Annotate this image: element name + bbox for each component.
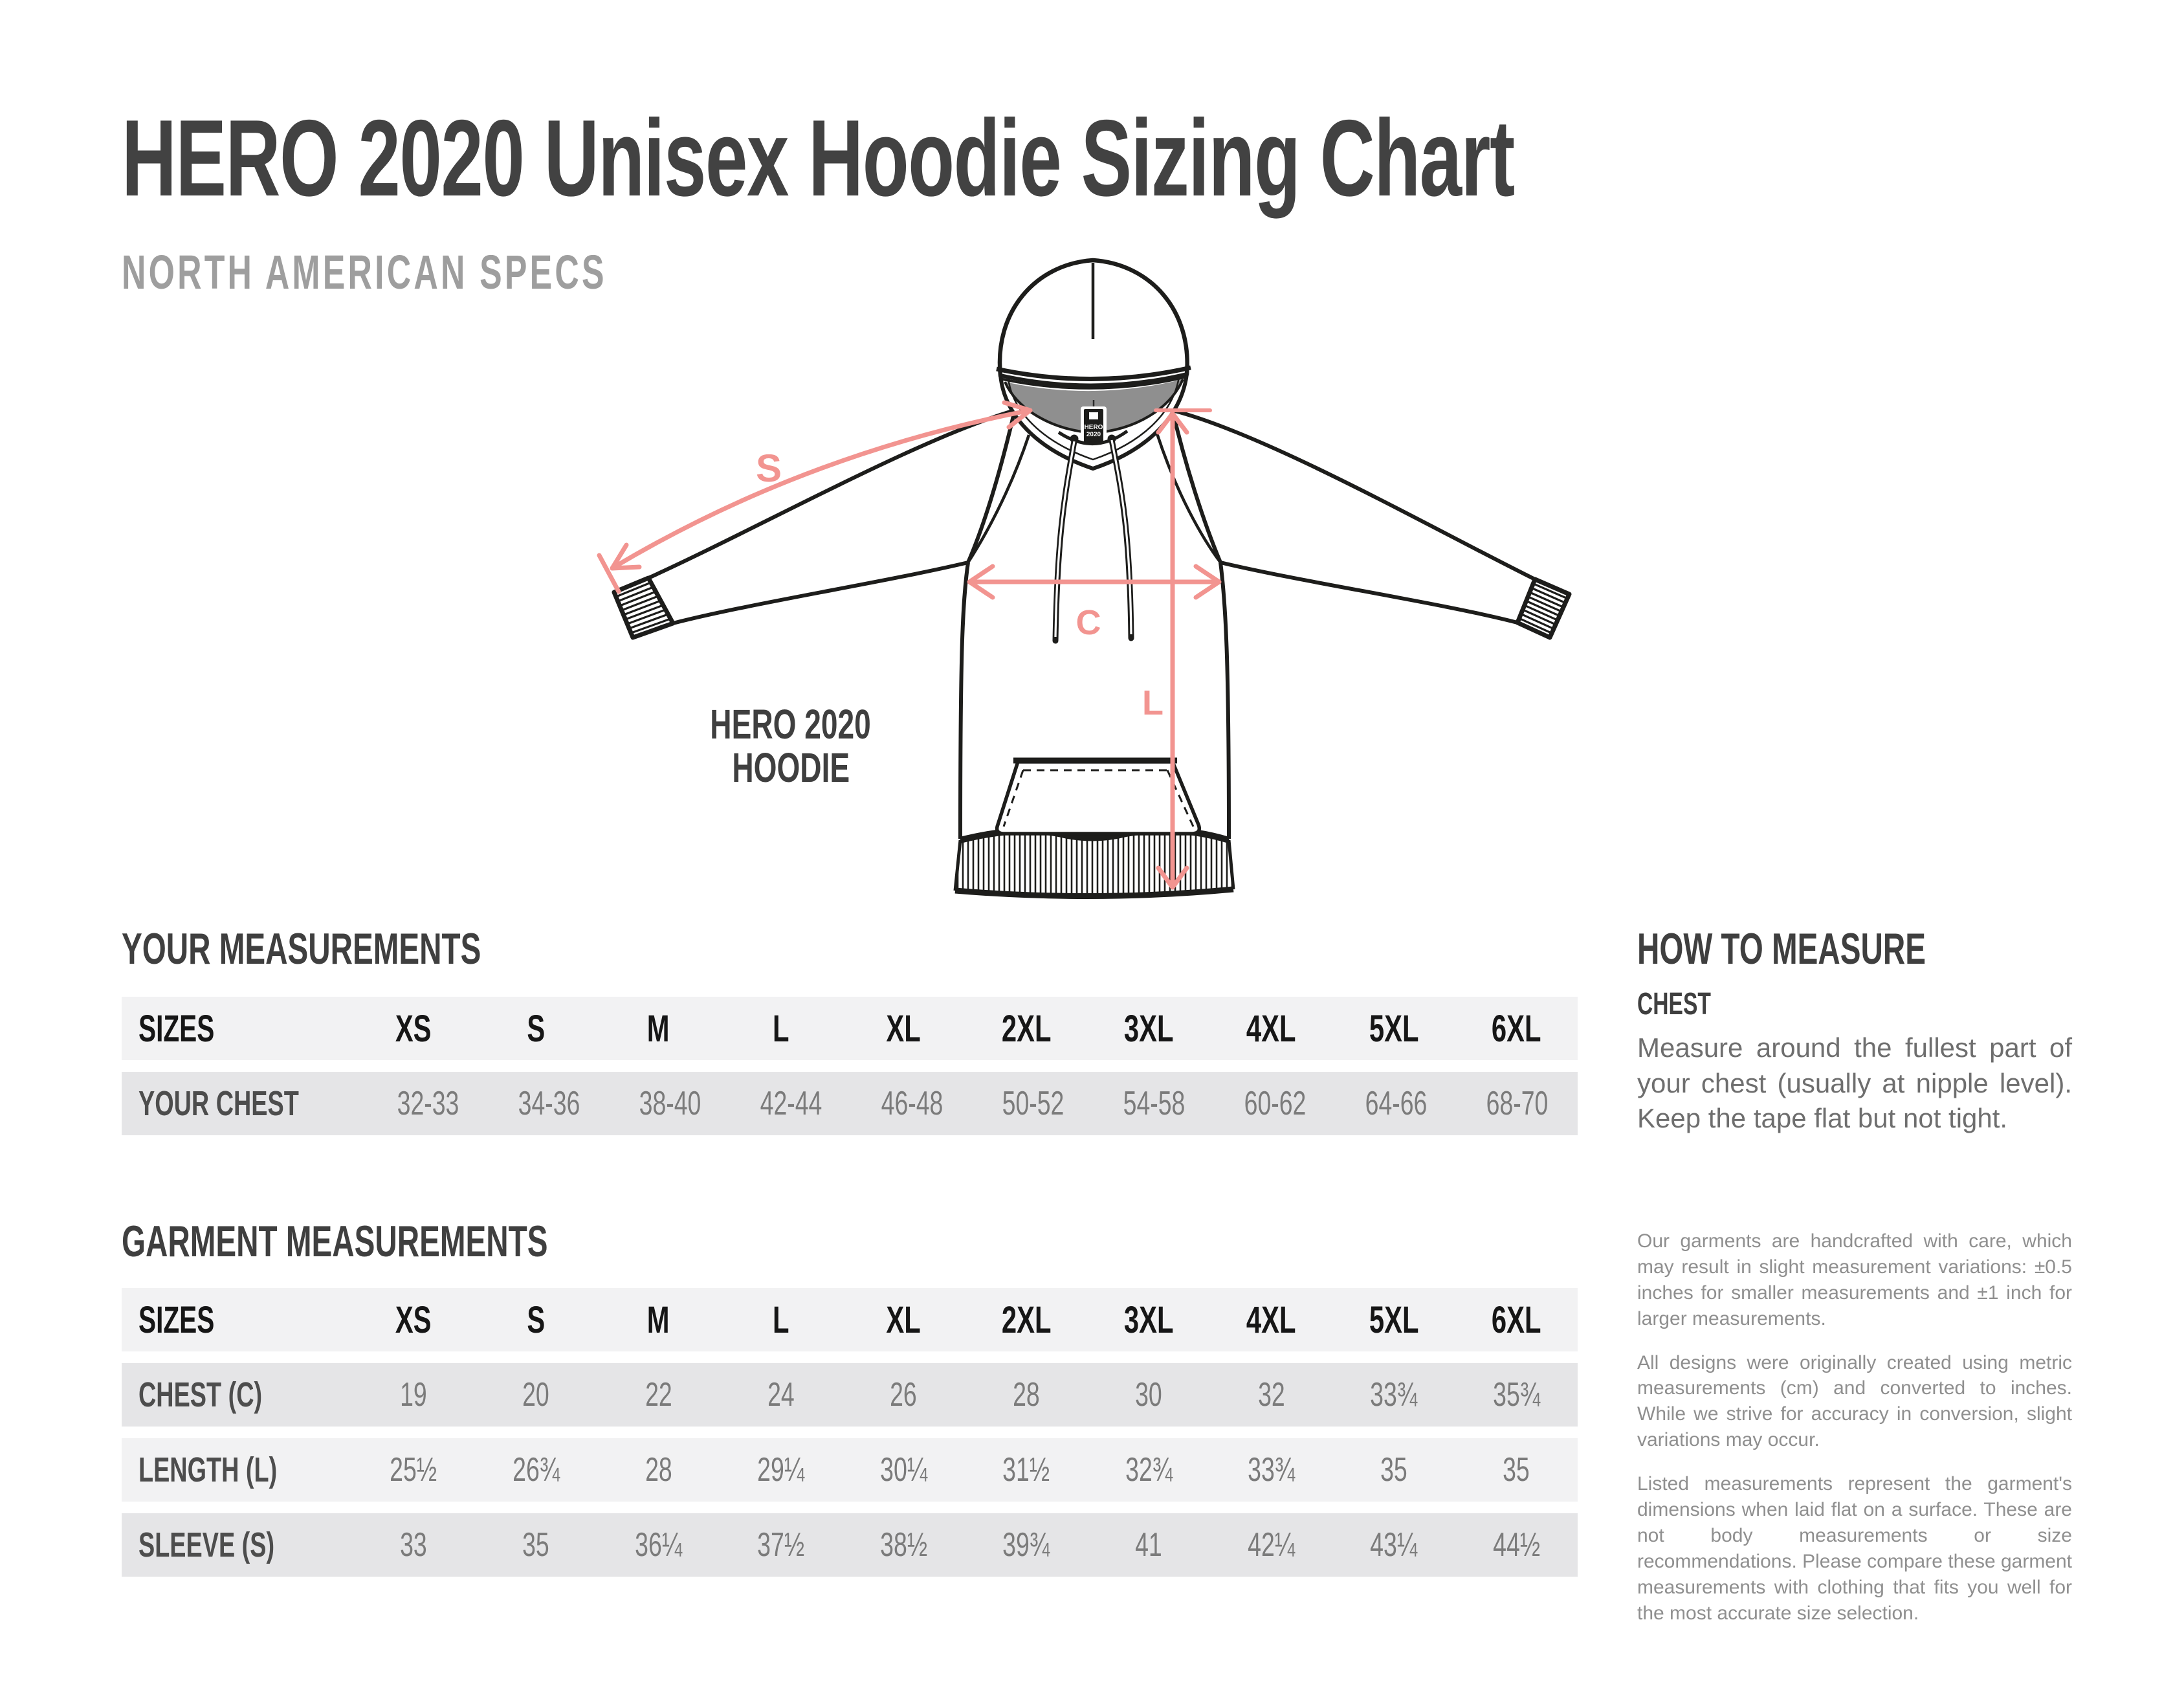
column-header-sizes: SIZES — [138, 1298, 215, 1341]
diagram-caption — [655, 703, 927, 790]
note-paragraph: All designs were originally created using metric measurements (cm) and converted to inches. While we strive for accuracy in conversion, slight variations may occur. — [1637, 1351, 2072, 1451]
cell-value: 31½ — [1002, 1451, 1050, 1489]
cell-value: 32 — [1257, 1376, 1285, 1414]
cell-value: 64-66 — [1365, 1085, 1428, 1122]
cell-value: 43¼ — [1370, 1526, 1418, 1564]
column-header: XS — [395, 1007, 432, 1050]
page-subtitle-text: NORTH AMERICAN SPECS — [122, 245, 607, 299]
page-title — [122, 97, 2111, 219]
right-sleeve — [1173, 410, 1535, 623]
cell-value: 29¼ — [757, 1451, 805, 1489]
cell-value: 32¾ — [1125, 1451, 1173, 1489]
column-header: 4XL — [1246, 1007, 1296, 1050]
column-header: S — [527, 1007, 546, 1050]
column-header: XL — [886, 1298, 921, 1341]
column-header-sizes: SIZES — [138, 1007, 215, 1050]
cell-value: 33¾ — [1370, 1376, 1418, 1414]
cell-value: 30¼ — [879, 1451, 927, 1489]
column-header: 6XL — [1492, 1298, 1541, 1341]
cell-value: 32-33 — [397, 1085, 459, 1122]
neck-label-logo — [1089, 412, 1098, 419]
cell-value: 42-44 — [760, 1085, 822, 1122]
note-paragraph: Listed measurements represent the garment's dimensions when laid flat on a surface. These are not body measurements or size recommendations. Please compare these garment measurements with clothing that fits you well for the most accurate size selection. — [1637, 1473, 2073, 1624]
cell-value: 20 — [522, 1376, 549, 1414]
cell-value: 19 — [399, 1376, 427, 1414]
how-to-measure-subheading: CHEST — [1637, 987, 1711, 1021]
kangaroo-pocket — [997, 761, 1200, 834]
cell-value: 44½ — [1492, 1526, 1540, 1564]
cell-value: 35 — [522, 1526, 549, 1564]
dim-label-chest: C — [1075, 603, 1101, 642]
cell-value: 30 — [1135, 1376, 1162, 1414]
diagram-caption-line1: HERO 2020 — [710, 701, 872, 748]
cell-value: 36¼ — [635, 1526, 682, 1564]
column-header: S — [527, 1298, 546, 1341]
hoodie-diagram — [582, 241, 1592, 927]
table-row-sleeve — [122, 1513, 1578, 1577]
garment-measurements-heading: GARMENT MEASUREMENTS — [122, 1217, 548, 1266]
column-header: 4XL — [1246, 1298, 1296, 1341]
row-label: LENGTH (L) — [138, 1450, 278, 1489]
disclaimer-notes — [1637, 1228, 2072, 1644]
cell-value: 33 — [399, 1526, 427, 1564]
column-header: XL — [886, 1007, 921, 1050]
cell-value: 26 — [890, 1376, 918, 1414]
cell-value: 46-48 — [881, 1085, 943, 1122]
cell-value: 22 — [645, 1376, 672, 1414]
table-row-length — [122, 1438, 1578, 1502]
neck-label-text-2: 2020 — [1086, 431, 1101, 438]
how-to-measure-body: Measure around the fullest part of your chest (usually at nipple level). Keep the tape flat but not tight. — [1637, 1032, 2072, 1134]
cell-value: 35 — [1503, 1451, 1530, 1489]
cell-value: 33¾ — [1248, 1451, 1295, 1489]
row-label: CHEST (C) — [138, 1375, 263, 1414]
column-header: M — [647, 1007, 670, 1050]
your-measurements-table — [122, 997, 1578, 1147]
dim-label-sleeve: S — [755, 447, 782, 490]
cell-value: 38½ — [879, 1526, 927, 1564]
note-paragraph: Our garments are handcrafted with care, which may result in slight measurement variations: ±0.5 inches for smaller measurements and ±1 inch for larger measurements. — [1637, 1230, 2072, 1329]
column-header: 6XL — [1492, 1007, 1541, 1050]
cell-value: 35¾ — [1492, 1376, 1540, 1414]
cell-value: 38-40 — [639, 1085, 701, 1122]
column-header: M — [647, 1298, 670, 1341]
column-header: 3XL — [1123, 1007, 1174, 1050]
cell-value: 28 — [645, 1451, 672, 1489]
column-header: L — [773, 1007, 789, 1050]
diagram-caption-line2: HOODIE — [732, 744, 850, 792]
garment-measurements-table — [122, 1288, 1578, 1588]
cell-value: 50-52 — [1002, 1085, 1064, 1122]
column-header: 2XL — [1001, 1298, 1052, 1341]
cell-value: 28 — [1012, 1376, 1040, 1414]
cell-value: 54-58 — [1123, 1085, 1186, 1122]
your-measurements-heading: YOUR MEASUREMENTS — [122, 924, 481, 973]
column-header: L — [773, 1298, 789, 1341]
table-row-chest — [122, 1363, 1578, 1427]
cell-value: 24 — [767, 1376, 795, 1414]
row-label: YOUR CHEST — [138, 1084, 299, 1123]
table-row-your-chest — [122, 1072, 1578, 1135]
cell-value: 68-70 — [1486, 1085, 1549, 1122]
cell-value: 41 — [1135, 1526, 1162, 1564]
row-label: SLEEVE (S) — [138, 1526, 275, 1564]
cell-value: 42¼ — [1248, 1526, 1295, 1564]
dim-label-length: L — [1142, 683, 1164, 722]
page-title-text: HERO 2020 Unisex Hoodie Sizing Chart — [122, 97, 1514, 219]
column-header: 3XL — [1123, 1298, 1174, 1341]
cell-value: 39¾ — [1002, 1526, 1050, 1564]
cell-value: 26¾ — [512, 1451, 560, 1489]
how-to-measure-heading: HOW TO MEASURE — [1637, 924, 1926, 973]
cell-value: 37½ — [757, 1526, 805, 1564]
cell-value: 34-36 — [518, 1085, 580, 1122]
cell-value: 60-62 — [1244, 1085, 1307, 1122]
cell-value: 35 — [1380, 1451, 1407, 1489]
table-header-row — [122, 997, 1578, 1060]
column-header: XS — [395, 1298, 432, 1341]
column-header: 5XL — [1369, 1007, 1419, 1050]
cell-value: 25½ — [390, 1451, 437, 1489]
column-header: 2XL — [1001, 1007, 1052, 1050]
hem-band — [955, 830, 1233, 896]
table-header-row — [122, 1288, 1578, 1351]
neck-label-text-1: HERO — [1084, 424, 1103, 431]
column-header: 5XL — [1369, 1298, 1419, 1341]
